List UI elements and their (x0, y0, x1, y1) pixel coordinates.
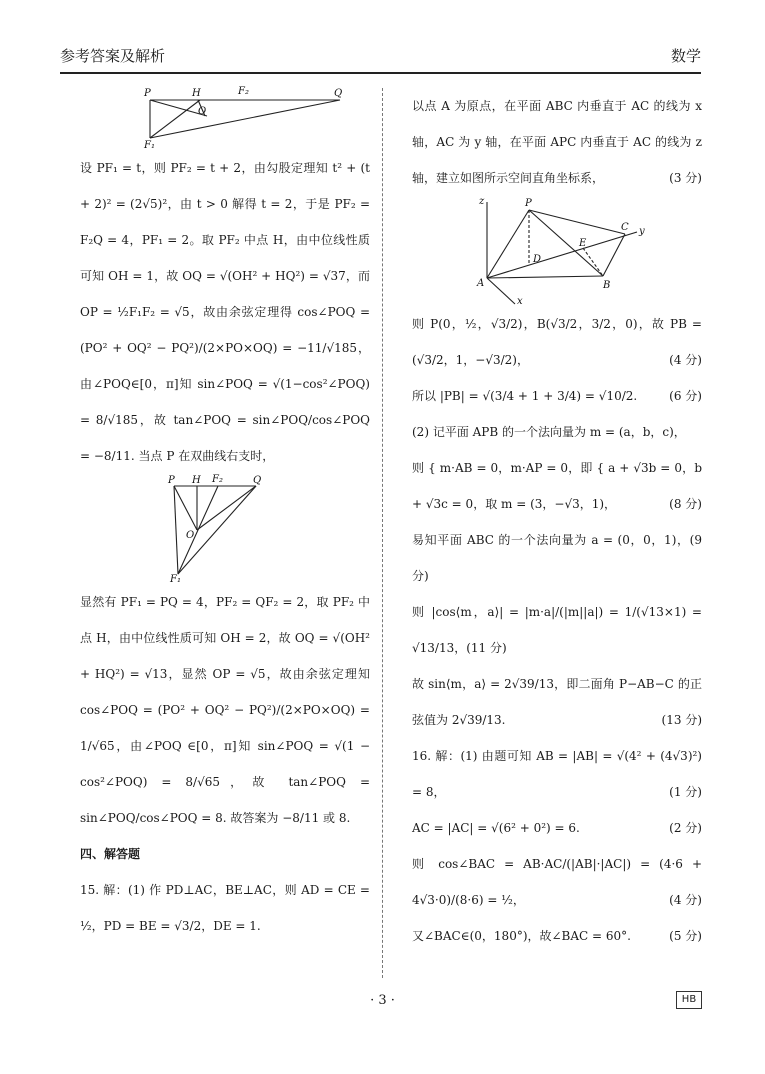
label-A: A (477, 278, 485, 289)
axis-x-label: x (517, 296, 523, 307)
solution-paragraph-1: 设 PF₁ = t，则 PF₂ = t + 2，由勾股定理知 t² + (t + 2)² = (2√5)²，由 t > 0 解得 t = 2，于是 PF₂ = F₂Q = 4，PF₁ = 2。取 PF₂ 中点 H，由中位线性质可知 OH = 1，故 OQ = √(OH² + HQ²) = √37，而 OP = ½F₁F₂ = √5，故由余弦定理得 cos∠POQ = (PO² + OQ² − PQ²)/(2×PO×OQ) = −11/√185，由∠POQ∈[0，π]知 sin∠POQ = √(1−cos²∠POQ) = 8/√185，故 tan∠POQ = sin∠POQ/cos∠POQ = −8/11. 当点 P 在双曲线右支时， (80, 161, 370, 463)
sine-line (412, 666, 702, 738)
label-H: H (192, 88, 201, 99)
normal-vector-system (412, 450, 702, 522)
plane-abc-normal: 易知平面 ABC 的一个法向量为 a = (0，0，1)，(9 分) (412, 533, 702, 583)
figure-hyperbola-right-branch (160, 474, 290, 584)
label-E: E (579, 238, 587, 249)
label-F1: F₁ (144, 140, 155, 151)
figure-3d-coordinate (467, 196, 647, 306)
ac-length-row (412, 810, 702, 846)
figure-hyperbola-left-branch (110, 86, 343, 151)
coordinate-setup-text: 以点 A 为原点，在平面 ABC 内垂直于 AC 的线为 x 轴，AC 为 y 轴，在平面 APC 内垂直于 AC 的线为 z 轴，建立如图所示空间直角坐标系， (412, 99, 702, 185)
left-column (80, 88, 370, 944)
score-mark: (2 分) (669, 821, 702, 835)
problem-16-line-1 (412, 738, 702, 810)
axis-y-label: y (639, 226, 645, 237)
label-F2: F₂ (212, 474, 223, 485)
edition-badge: HB (676, 991, 702, 1009)
coordinate-setup (412, 88, 702, 196)
page-number: · 3 · (370, 993, 395, 1008)
normal-vector-system-text: 则 { m·AB = 0，m·AP = 0，即 { a + √3b = 0，b + √3c = 0，取 m = (3，−√3，1)， (412, 461, 702, 511)
cosine-line: 则 |cos⟨m，a⟩| = |m·a|/(|m||a|) = 1/(√13×1) = √13/13，(11 分) (412, 605, 702, 655)
section-heading: 四、解答题 (80, 847, 141, 861)
label-O: O (186, 530, 195, 541)
label-Q: Q (253, 475, 262, 486)
normal-vector-intro: (2) 记平面 APB 的一个法向量为 m = (a，b，c)， (412, 425, 686, 439)
label-F1: F₁ (170, 574, 181, 585)
header-title: 参考答案及解析 (60, 47, 166, 65)
problem-16-text: 16. 解：(1) 由题可知 AB = |AB| = √(4² + (4√3)²) = 8， (412, 749, 702, 799)
angle-bac-text: 又∠BAC∈(0，180°)，故∠BAC = 60°. (412, 929, 631, 943)
label-D: D (533, 254, 542, 265)
page-header (60, 40, 701, 74)
solution-paragraph-2: 显然有 PF₁ = PQ = 4，PF₂ = QF₂ = 2，取 PF₂ 中点 H，由中位线性质可知 OH = 2，故 OQ = √(OH² + HQ²) = √13，显然 OP = √5，故由余弦定理知 cos∠POQ = (PO² + OQ² − PQ²)/(2×PO×OQ) = 1/√65，由∠POQ ∈[0，π]知 sin∠POQ = √(1 − cos²∠POQ) = 8/√65，故 tan∠POQ = sin∠POQ/cos∠POQ = 8. 故答案为 −8/11 或 8. (80, 595, 370, 825)
pb-length-text: 所以 |PB| = √(3/4 + 1 + 3/4) = √10/2. (412, 389, 638, 403)
score-mark: (8 分) (669, 497, 702, 511)
score-mark: (5 分) (669, 929, 702, 943)
label-P: P (144, 88, 151, 99)
label-Q: Q (334, 88, 343, 99)
column-divider (382, 88, 383, 978)
header-subject: 数学 (670, 47, 701, 65)
label-P: P (168, 475, 175, 486)
right-column (412, 88, 702, 954)
cos-bac-text: 则 cos∠BAC = AB·AC/(|AB|·|AC|) = (4·6 + 4√3·0)/(8·6) = ½， (412, 857, 702, 907)
pb-length-row (412, 378, 702, 414)
score-mark: (13 分) (661, 713, 702, 727)
label-P: P (525, 198, 532, 209)
cos-bac-line (412, 846, 702, 918)
problem-15-solution: 15. 解：(1) 作 PD⊥AC，BE⊥AC，则 AD = CE = ½，PD = BE = √3/2，DE = 1. (80, 883, 370, 933)
coordinates-text: 则 P(0，½，√3/2)，B(√3/2，3/2，0)，故 PB = (√3/2，1，−√3/2)， (412, 317, 702, 367)
score-mark: (1 分) (669, 785, 702, 799)
label-H: H (192, 475, 201, 486)
angle-bac-row (412, 918, 702, 954)
score-mark: (4 分) (669, 353, 702, 367)
score-mark: (3 分) (669, 171, 702, 185)
label-O: O (198, 106, 207, 117)
ac-length-text: AC = |AC| = √(6² + 0²) = 6. (412, 821, 580, 835)
coordinates-line (412, 306, 702, 378)
label-B: B (603, 280, 611, 291)
label-C: C (621, 222, 629, 233)
score-mark: (6 分) (669, 389, 702, 403)
axis-z-label: z (479, 196, 485, 207)
score-mark: (4 分) (669, 893, 702, 907)
sine-text: 故 sin⟨m，a⟩ = 2√39/13，即二面角 P−AB−C 的正弦值为 2√39/13. (412, 677, 702, 727)
label-F2: F₂ (238, 86, 249, 97)
